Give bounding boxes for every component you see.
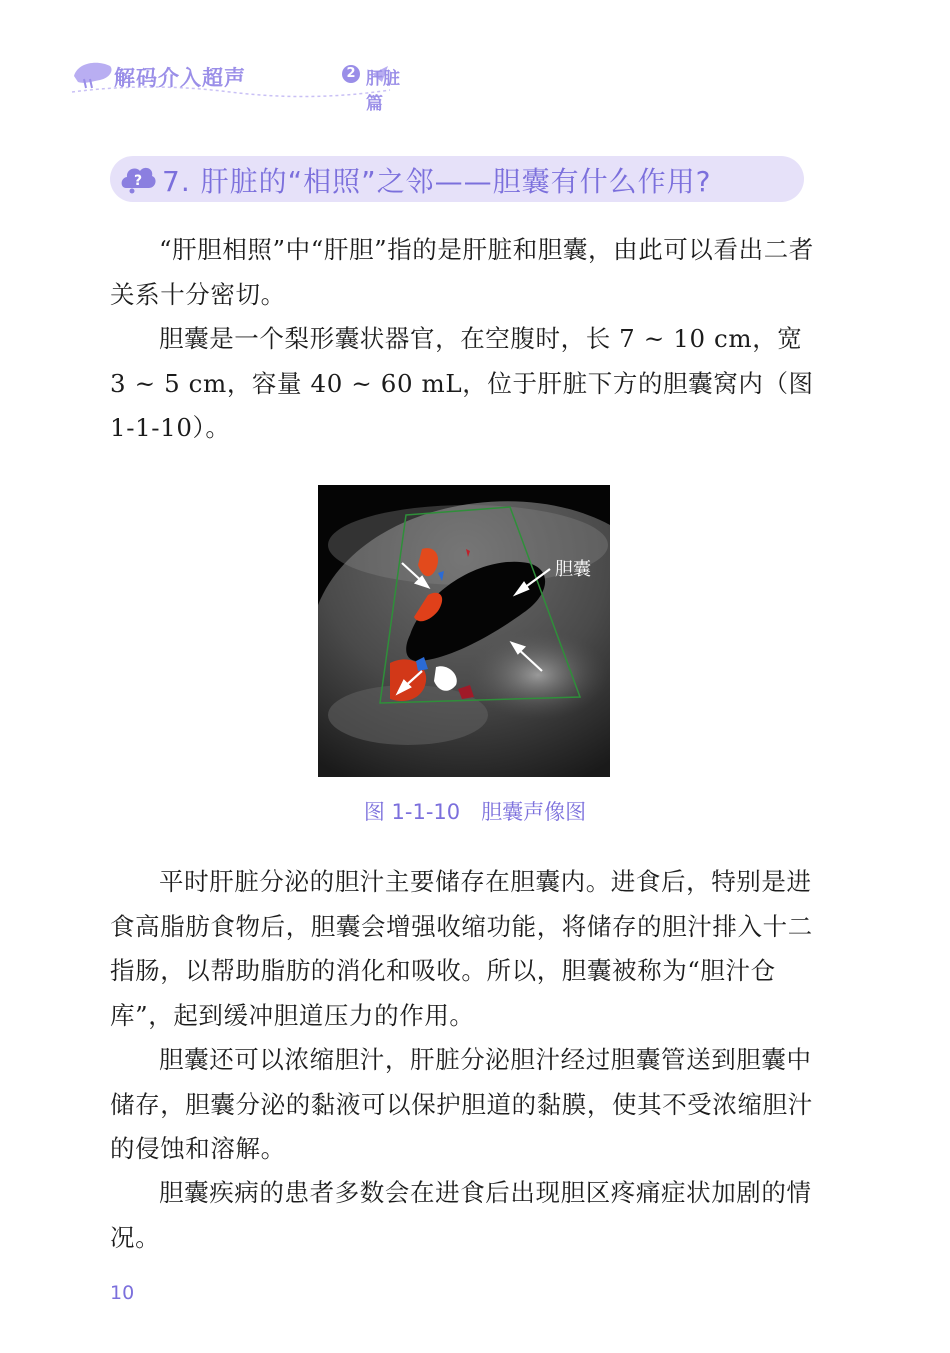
paragraph-3: 平时肝脏分泌的胆汁主要储存在胆囊内。进食后，特别是进食高脂肪食物后，胆囊会增强收缩功能，将储存的胆汁排入十二指肠，以帮助脂肪的消化和吸收。所以，胆囊被称为“胆汁仓库”，起到缓冲胆道压力的作用。	[110, 867, 813, 1030]
section-title: 7. 肝脏的“相照”之邻——胆囊有什么作用?	[162, 165, 712, 198]
gallbladder-label: 胆囊	[555, 559, 591, 580]
paragraph-5: 胆囊疾病的患者多数会在进食后出现胆区疼痛症状加剧的情况。	[110, 1178, 812, 1252]
paragraph-4: 胆囊还可以浓缩胆汁，肝脏分泌胆汁经过胆囊管送到胆囊中储存，胆囊分泌的黏液可以保护胆道的黏膜，使其不受浓缩胆汁的侵蚀和溶解。	[110, 1045, 813, 1163]
figure-caption: 图 1-1-10 胆囊声像图	[363, 800, 587, 824]
volume-name: 肝脏篇	[366, 69, 400, 114]
paragraph-1: “肝胆相照”中“肝胆”指的是肝脏和胆囊，由此可以看出二者关系十分密切。	[110, 235, 814, 309]
volume-number-badge: 2	[342, 65, 360, 83]
running-header	[70, 52, 400, 114]
page-number: 10	[110, 1282, 135, 1304]
question-cloud-icon	[118, 160, 158, 198]
gallbladder-ultrasound-image	[318, 485, 610, 777]
section-heading	[110, 156, 804, 202]
svg-text:?: ?	[133, 173, 143, 189]
book-title: 解码介入超声	[114, 66, 246, 90]
paragraph-2: 胆囊是一个梨形囊状器官，在空腹时，长 7 ~ 10 cm，宽 3 ~ 5 cm，容量 40 ~ 60 mL，位于肝脏下方的胆囊窝内（图 1-1-10）。	[110, 324, 814, 442]
